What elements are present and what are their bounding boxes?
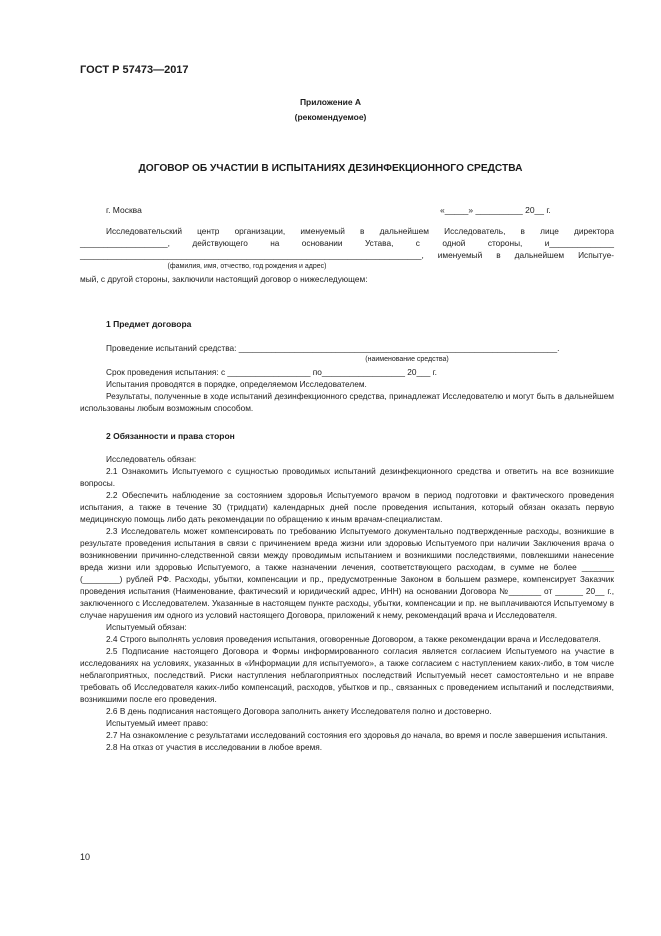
clause-2-6: 2.6 В день подписания настоящего Договора заполнить анкету Исследователя полно и достоверно.	[106, 706, 492, 716]
preamble-line: __________________________________________________________________________, именуемый в дальнейшем Испытуе-	[80, 250, 614, 260]
party-heading: Испытуемый имеет право:	[106, 718, 209, 728]
document-title: ДОГОВОР ОБ УЧАСТИИ В ИСПЫТАНИЯХ ДЕЗИНФЕКЦИОННОГО СРЕДСТВА	[138, 163, 523, 174]
annex-title: Приложение А	[299, 97, 362, 107]
clause-2-8: 2.8 На отказ от участия в исследовании в любое время.	[106, 742, 323, 752]
page-number: 10	[80, 852, 91, 862]
clause-2-1: 2.1 Ознакомить Испытуемого с сущностью проводимых испытаний дезинфекционного средства и ответить на все возникшие вопросы.	[80, 466, 614, 488]
preamble-line: Исследовательский центр организации, именуемый в дальнейшем Исследователь, в лице директора	[106, 226, 614, 236]
party-heading: Испытуемый обязан:	[106, 622, 187, 632]
section-1	[80, 318, 614, 414]
annex-note: (рекомендуемое)	[294, 112, 367, 122]
section-heading: 1 Предмет договора	[106, 319, 192, 329]
clause-2-4: 2.4 Строго выполнять условия проведения испытания, оговоренные Договором, а также рекомендации врача и Исследователя.	[106, 634, 601, 644]
clause-2-7: 2.7 На ознакомление с результатами исследований состояния его здоровья до начала, во время и после завершения испытания.	[106, 730, 608, 740]
clause-2-3: 2.3 Исследователь может компенсировать по требованию Испытуемого документально подтвержденные расходы, возникшие в результате проведения испытания в связи с причинением вреда жизни или здоровью Испытуемого при наличии Заключения врача о возникновении причинно-следственной связи между проводимым испытанием и возникшими последствиями, повлекшими нанесение вреда жизни или здоровью Испытуемого, а также назначении лечения, соответствующего расходам, в сумме не более _______ (________) рублей РФ. Расходы, убытки, компенсации и пр., предусмотренные Законом в большем размере, компенсирует Заказчик проведения испытания (Наименование, фактический и юридический адрес, ИНН) на основании Договора №_______ от ______ 20__ г., заключенного с Исследователем. Указанные в настоящем пункте расходы, убытки, компенсации и пр. не выплачиваются Испытуемому в случае нарушения им одного из условий настоящего Договора, приложений к нему, рекомендаций врача и Исследователя.	[80, 526, 614, 620]
place: г. Москва	[106, 205, 142, 215]
procedure-text: Испытания проводятся в порядке, определяемом Исследователем.	[106, 379, 367, 389]
term-line: Срок проведения испытания: с __________________ по__________________ 20___ г.	[106, 367, 437, 377]
subject-line: Проведение испытаний средства: _____________________________________________________________________.	[106, 343, 560, 353]
clause-2-5: 2.5 Подписание настоящего Договора и Формы информированного согласия является согласием Испытуемого на участие в исследованиях на условиях, указанных в «Информации для испытуемого», а также согласием с наступлением каких-либо, в том числе неблагоприятных, последствий. Риски наступления неблагоприятных последствий Испытуемый несет самостоятельно и не вправе требовать об Исследователя каких-либо компенсаций, расходов, убытков и пр., связанных с проведением испытаний и последствиями, возникшими после его проведения.	[80, 646, 614, 704]
standard-number: ГОСТ Р 57473—2017	[80, 64, 189, 76]
date-line: «_____» __________ 20__ г.	[440, 205, 551, 215]
results-text: Результаты, полученные в ходе испытаний дезинфекционного средства, принадлежат Исследователю и могут быть в дальнейшем использованы любым возможным способом.	[80, 391, 614, 413]
preamble-caption: (фамилия, имя, отчество, год рождения и адрес)	[167, 263, 327, 270]
clause-2-2: 2.2 Обеспечить наблюдение за состоянием здоровья Испытуемого врачом в период подготовки и фактического проведения испытания, а также в течение 30 (тридцати) календарных дней после проведения испытания, который обязан оказать первую медицинскую помощь либо дать рекомендации по обращению к иным врачам-специалистам.	[80, 490, 614, 524]
preamble-line: ___________________, действующего на основании Устава, с одной стороны, и______________	[80, 238, 614, 248]
party-heading: Исследователь обязан:	[106, 454, 197, 464]
preamble-line: мый, с другой стороны, заключили настоящий договор о нижеследующем:	[80, 274, 368, 284]
subject-caption: (наименование средства)	[365, 356, 449, 363]
section-2	[80, 430, 614, 753]
preamble	[80, 225, 614, 285]
section-heading: 2 Обязанности и права сторон	[106, 431, 235, 441]
